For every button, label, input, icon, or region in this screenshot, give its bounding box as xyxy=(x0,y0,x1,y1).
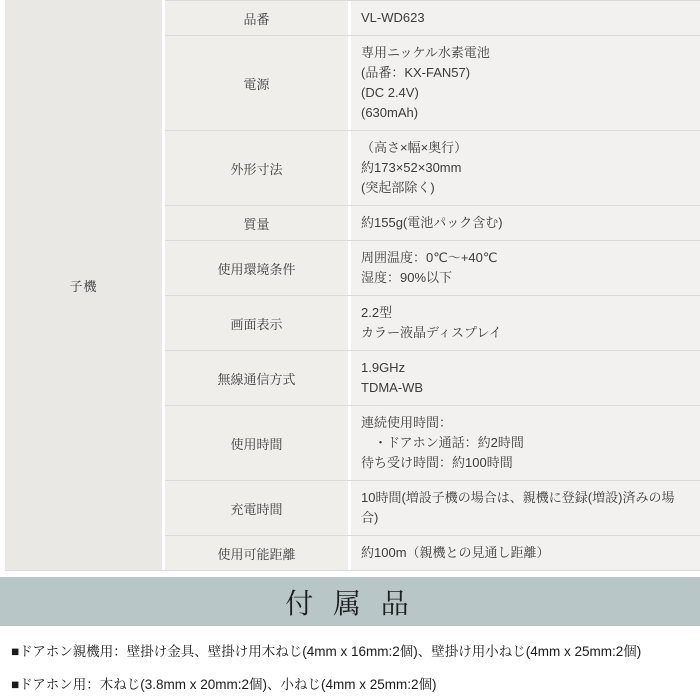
spec-label: 画面表示 xyxy=(165,296,351,350)
table-row xyxy=(165,535,700,570)
spec-value-line: 約155g(電池パック含む) xyxy=(361,215,503,230)
spec-value xyxy=(351,1,700,35)
spec-label: 電源 xyxy=(165,36,351,130)
spec-value xyxy=(351,406,700,480)
spec-value-line: 専用ニッケル水素電池 xyxy=(361,45,490,60)
spec-label: 無線通信方式 xyxy=(165,351,351,405)
spec-value-line: 2.2型 xyxy=(361,305,393,320)
accessory-note-doorphone: ■ドアホン用：木ねじ(3.8mm x 20mm:2個)、小ねじ(4mm x 25mm:2個) xyxy=(11,677,437,692)
spec-value-line: 湿度：90%以下 xyxy=(361,270,453,285)
spec-label: 使用可能距離 xyxy=(165,536,351,570)
spec-value-line: （高さ×幅×奥行） xyxy=(361,140,468,155)
accessories-header-banner: 付 属 品 xyxy=(0,577,700,626)
spec-value-line: 10時間(増設子機の場合は、親機に登録(増設)済みの場合) xyxy=(361,490,675,525)
table-row xyxy=(165,35,700,130)
spec-value xyxy=(351,131,700,205)
spec-label: 充電時間 xyxy=(165,481,351,535)
table-row xyxy=(165,295,700,350)
table-row xyxy=(165,0,700,35)
table-row xyxy=(165,480,700,535)
spec-value-line: 待ち受け時間：約100時間 xyxy=(361,455,513,470)
spec-label: 品番 xyxy=(165,1,351,35)
spec-value xyxy=(351,241,700,295)
table-row xyxy=(165,130,700,205)
spec-rows xyxy=(165,0,700,570)
spec-value xyxy=(351,351,700,405)
spec-value-line: (630mAh) xyxy=(361,105,419,120)
accessories-footnotes xyxy=(0,643,700,694)
spec-value xyxy=(351,296,700,350)
spec-value-line: 約100m（親機との見通し距離） xyxy=(361,545,550,560)
table-row xyxy=(165,240,700,295)
spec-value-line: TDMA-WB xyxy=(361,380,424,395)
spec-table xyxy=(5,0,700,571)
spec-value-line: 連続使用時間： xyxy=(361,415,453,430)
spec-value-line: VL-WD623 xyxy=(361,10,425,25)
spec-value-line: 1.9GHz xyxy=(361,360,406,375)
spec-value-line: (DC 2.4V) xyxy=(361,85,419,100)
table-row xyxy=(165,350,700,405)
accessory-note-parent-unit: ■ドアホン親機用：壁掛け金具、壁掛け用木ねじ(4mm x 16mm:2個)、壁掛け用小ねじ(4mm x 25mm:2個) xyxy=(11,644,642,659)
spec-label: 質量 xyxy=(165,206,351,240)
spec-value-line: ・ドアホン通話：約2時間 xyxy=(361,435,524,450)
spec-value-line: 周囲温度：0℃～+40℃ xyxy=(361,250,498,265)
spec-label: 使用環境条件 xyxy=(165,241,351,295)
spec-label: 外形寸法 xyxy=(165,131,351,205)
spec-value-line: (品番：KX-FAN57) xyxy=(361,65,471,80)
spec-label: 使用時間 xyxy=(165,406,351,480)
spec-value-line: (突起部除く) xyxy=(361,180,435,195)
spec-value-line: カラー液晶ディスプレイ xyxy=(361,325,502,340)
parent-category-cell: 子機 xyxy=(5,0,165,570)
spec-value xyxy=(351,481,700,535)
table-row xyxy=(165,405,700,480)
spec-value-line: 約173×52×30mm xyxy=(361,160,462,175)
spec-value xyxy=(351,206,700,240)
spec-value xyxy=(351,536,700,570)
table-row xyxy=(165,205,700,240)
spec-value xyxy=(351,36,700,130)
